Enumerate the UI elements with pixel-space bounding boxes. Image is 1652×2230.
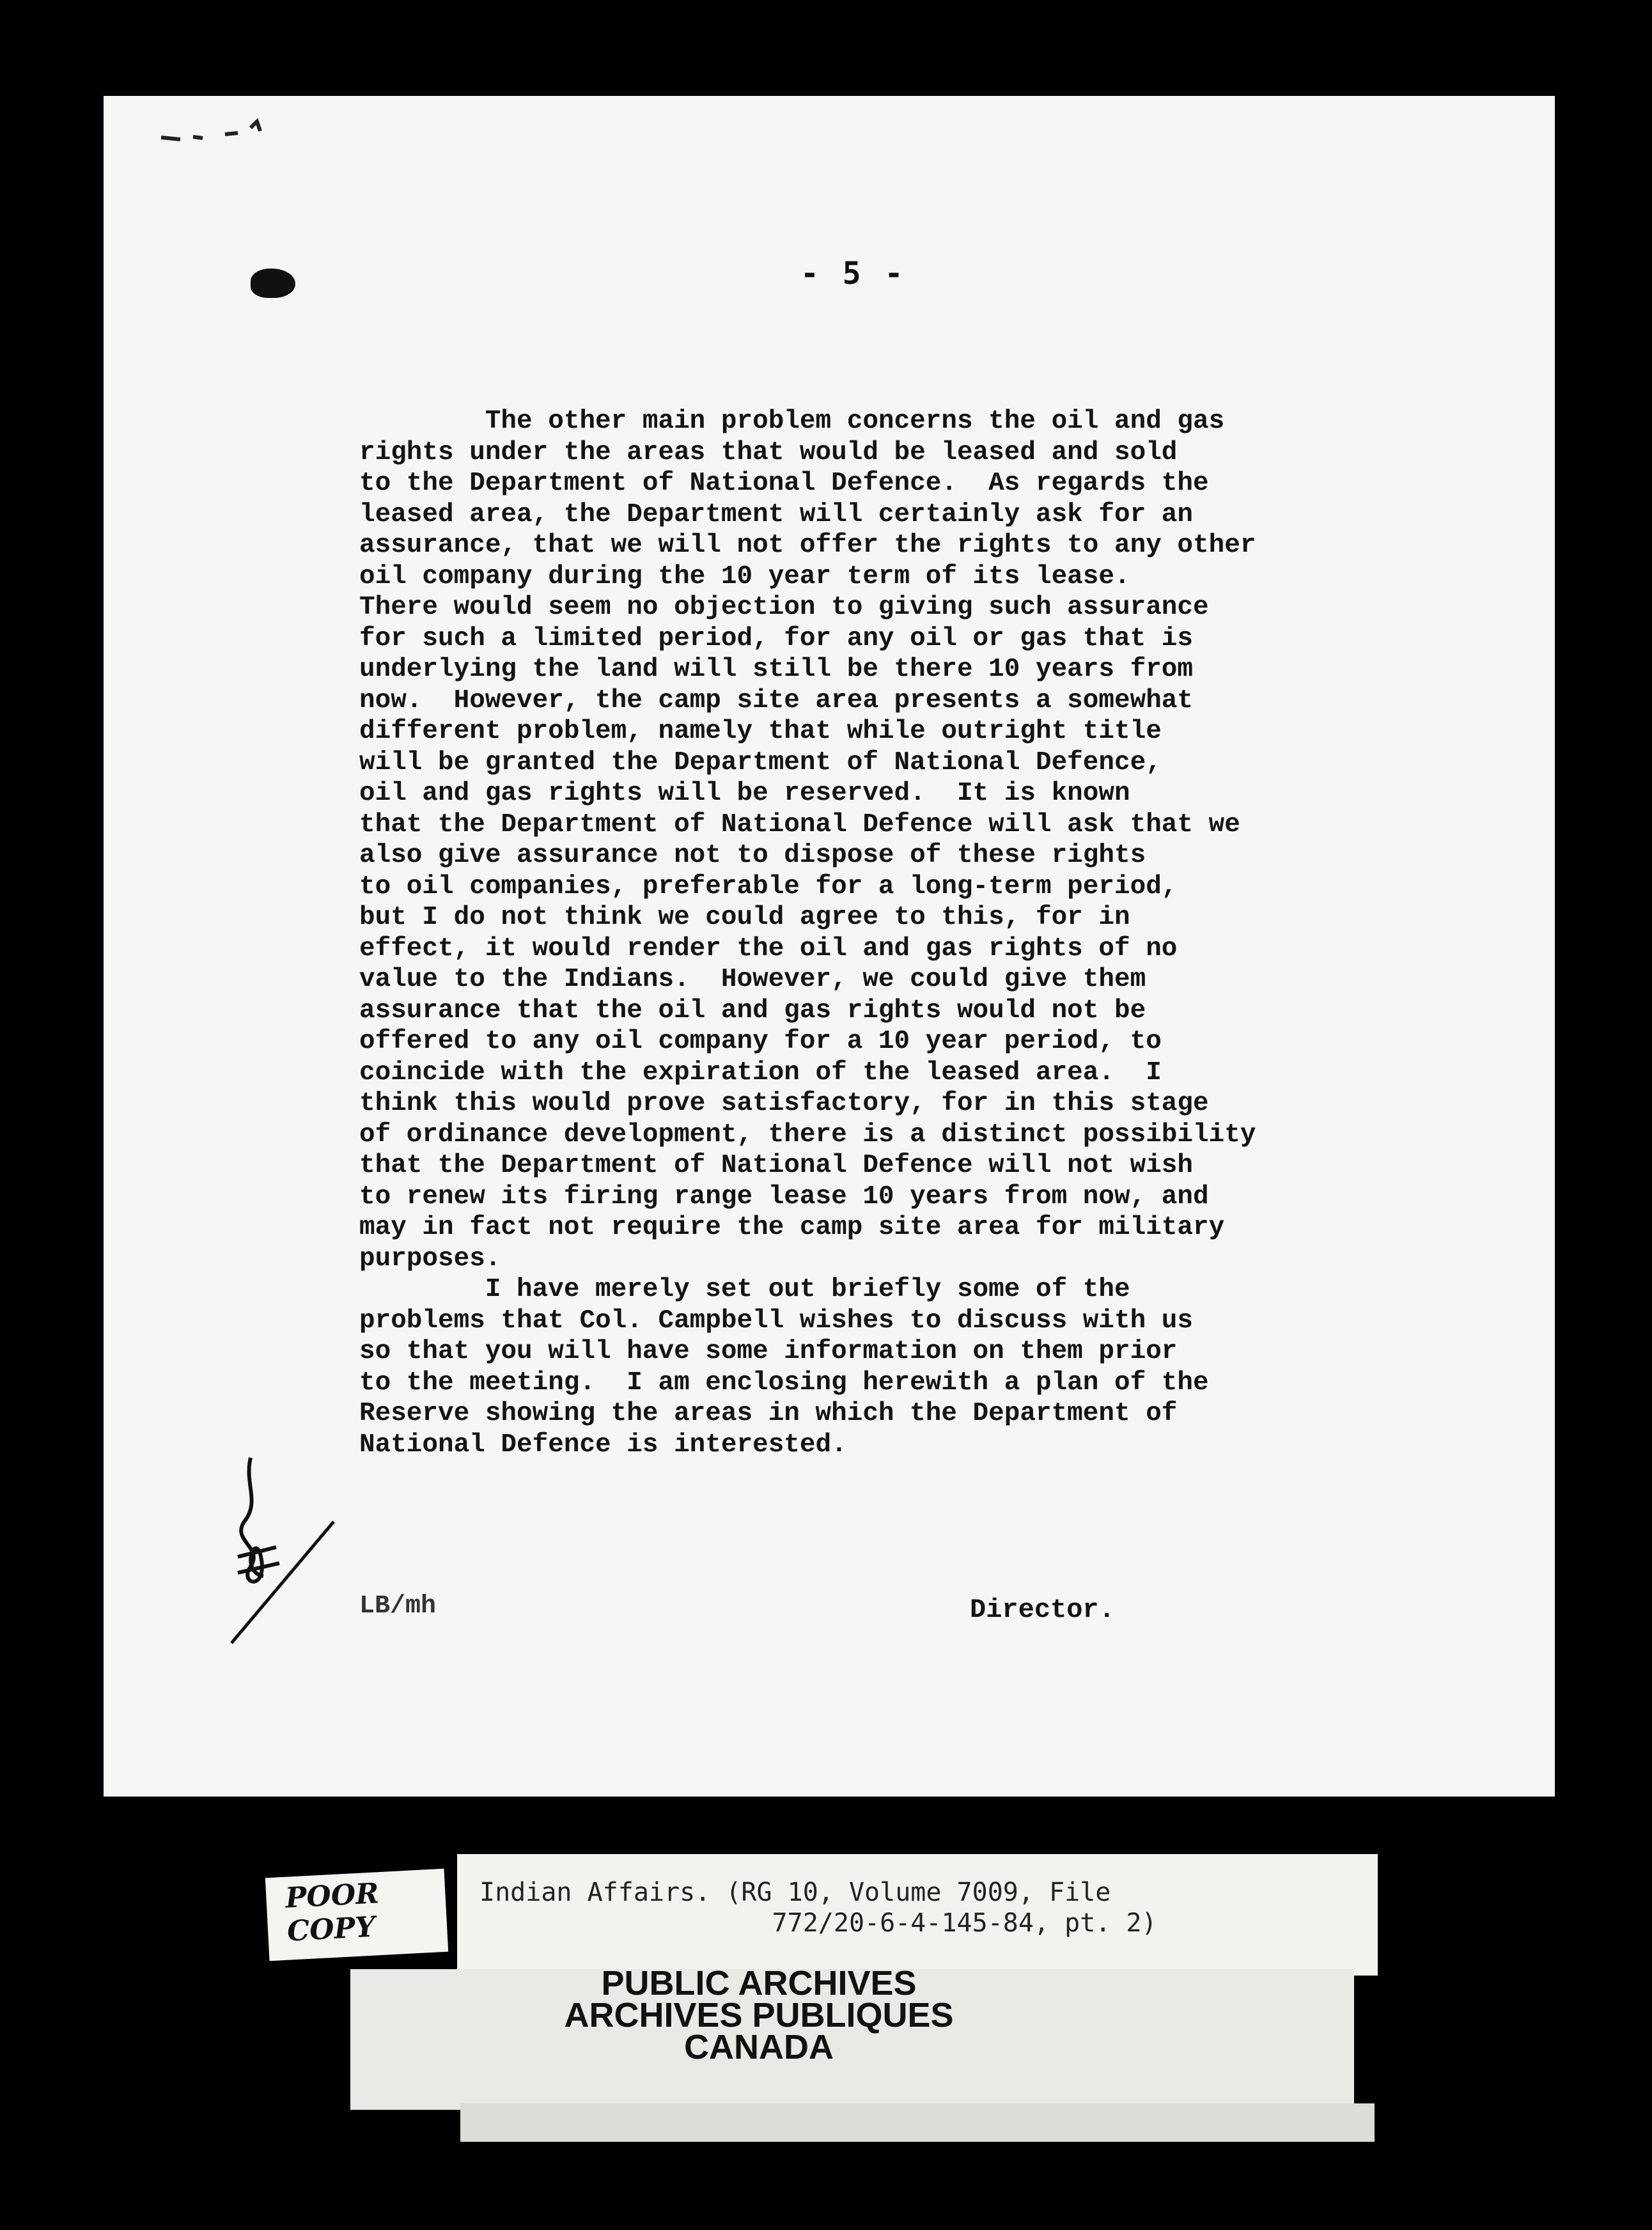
text-line: may in fact not require the camp site area for military xyxy=(359,1213,1225,1242)
stamp-line-2: ARCHIVES PUBLIQUES xyxy=(564,1996,954,2034)
text-line: to the meeting. I am enclosing herewith a plan of the xyxy=(359,1368,1209,1398)
text-line: to the Department of National Defence. As regards the xyxy=(359,469,1209,498)
poor-copy-line-2: COPY xyxy=(286,1910,377,1948)
text-line: will be granted the Department of National Defence, xyxy=(359,747,1162,777)
text-line: to renew its firing range lease 10 years from now, and xyxy=(359,1181,1209,1212)
stamp-line-3: CANADA xyxy=(684,2028,834,2066)
text-line: now. However, the camp site area presents a somewhat xyxy=(359,685,1194,715)
text-line: for such a limited period, for any oil or gas that is xyxy=(359,623,1194,653)
letter-body xyxy=(359,406,1510,1460)
text-line: rights under the areas that would be leased and sold xyxy=(359,437,1178,467)
page-number: - 5 - xyxy=(800,256,906,292)
paragraph-meeting-info xyxy=(359,1274,1510,1460)
text-line: think this would prove satisfactory, for in this stage xyxy=(359,1089,1209,1118)
handwritten-initials-signature xyxy=(225,1445,340,1656)
text-line: value to the Indians. However, we could give them xyxy=(359,965,1146,994)
text-line: effect, it would render the oil and gas rights of no xyxy=(359,933,1178,963)
text-line: oil company during the 10 year term of its lease. xyxy=(359,561,1130,591)
text-line: National Defence is interested. xyxy=(359,1430,847,1460)
poor-copy-note xyxy=(265,1869,448,1961)
document-page xyxy=(104,96,1555,1797)
text-line: underlying the land will still be there 10 years from xyxy=(359,655,1194,684)
text-line: but I do not think we could agree to this, for in xyxy=(359,903,1130,932)
text-line: of ordinance development, there is a distinct possibility xyxy=(359,1119,1256,1150)
ink-blot xyxy=(251,269,295,298)
text-line: different problem, namely that while outright title xyxy=(359,717,1162,746)
text-line: I have merely set out briefly some of the xyxy=(359,1275,1130,1304)
text-line: so that you will have some information on them prior xyxy=(359,1337,1178,1366)
text-line: also give assurance not to dispose of these rights xyxy=(359,841,1146,870)
text-line: purposes. xyxy=(359,1244,501,1274)
archive-reference-label xyxy=(457,1854,1378,1976)
text-line: problems that Col. Campbell wishes to discuss with us xyxy=(359,1306,1194,1336)
poor-copy-line-1: POOR xyxy=(284,1877,380,1915)
paragraph-oil-gas-rights xyxy=(359,406,1510,1274)
text-line: There would seem no objection to giving such assurance xyxy=(359,593,1209,622)
text-line: coincide with the expiration of the leased area. I xyxy=(359,1057,1162,1088)
stamp-line-1: PUBLIC ARCHIVES xyxy=(601,1964,917,2002)
text-line: to oil companies, preferable for a long-term period, xyxy=(359,871,1178,901)
sign-off: Director. xyxy=(970,1595,1115,1625)
text-line: leased area, the Department will certainly ask for an xyxy=(359,499,1194,529)
text-line: that the Department of National Defence will ask that we xyxy=(359,809,1240,839)
text-line: assurance that the oil and gas rights would not be xyxy=(359,995,1146,1025)
reference-line-2: 772/20-6-4-145-84, pt. 2) xyxy=(479,1908,1157,1938)
text-line: that the Department of National Defence will not wish xyxy=(359,1151,1194,1180)
text-line: Reserve showing the areas in which the Department of xyxy=(359,1399,1178,1428)
scratch-marks xyxy=(155,109,347,147)
typist-initials: LB/mh xyxy=(359,1592,437,1621)
text-line: The other main problem concerns the oil and gas xyxy=(359,407,1225,436)
text-line: offered to any oil company for a 10 year period, to xyxy=(359,1027,1162,1056)
reference-line-1: Indian Affairs. (RG 10, Volume 7009, File xyxy=(479,1878,1111,1907)
archives-stamp-strip xyxy=(460,2103,1375,2142)
archives-stamp xyxy=(0,1964,1652,2066)
text-line: assurance, that we will not offer the rights to any other xyxy=(359,531,1256,560)
text-line: oil and gas rights will be reserved. It is known xyxy=(359,779,1130,808)
